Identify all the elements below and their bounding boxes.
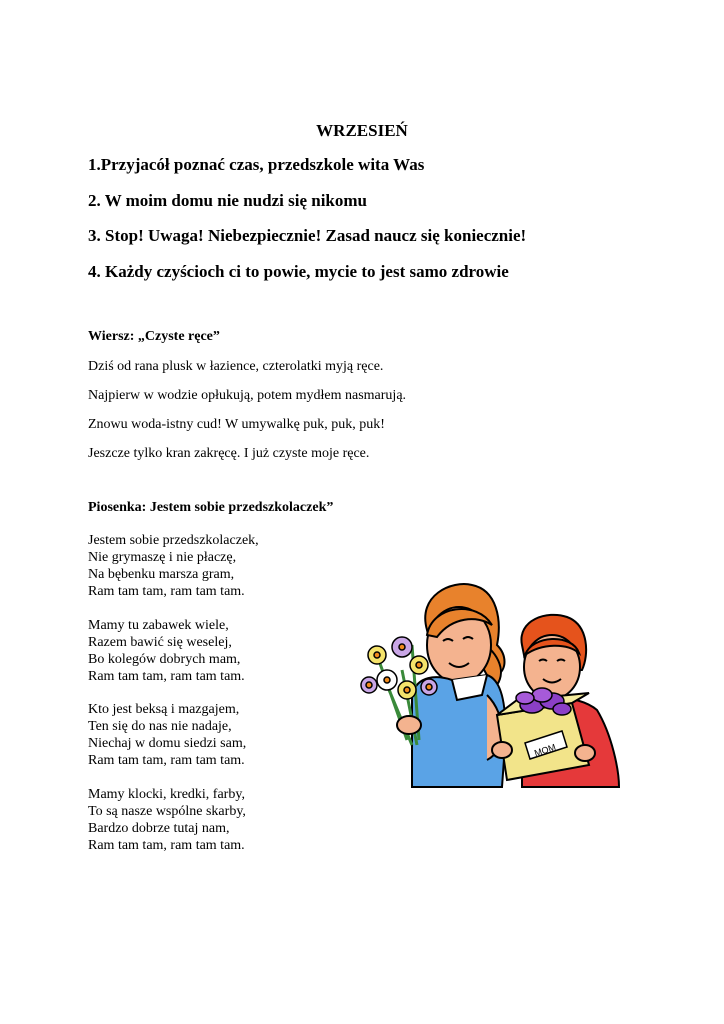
song-line: Razem bawić się weselej, bbox=[88, 634, 232, 650]
song-line: Ram tam tam, ram tam tam. bbox=[88, 753, 245, 768]
song-line: Na bębenku marsza gram, bbox=[88, 567, 235, 582]
song-line: Ram tam tam, ram tam tam. bbox=[88, 668, 245, 684]
song-stanza bbox=[88, 786, 259, 854]
song-line: Ram tam tam, ram tam tam. bbox=[88, 837, 245, 853]
poem-line: Jeszcze tylko kran zakręcę. I już czyste moje ręce. bbox=[88, 446, 370, 461]
song-line: Mamy klocki, kredki, farby, bbox=[88, 786, 245, 802]
song-line: Ten się do nas nie nadaje, bbox=[88, 719, 232, 734]
song-line: To są nasze wspólne skarby, bbox=[88, 803, 246, 819]
song-stanza bbox=[88, 701, 259, 769]
topic-item: 2. W moim domu nie nudzi się nikomu bbox=[88, 190, 367, 210]
song-line: Niechaj w domu siedzi sam, bbox=[88, 736, 247, 751]
page-title: WRZESIEŃ bbox=[316, 121, 408, 140]
poem-line: Najpierw w wodzie opłukują, potem mydłem nasmarują. bbox=[88, 388, 407, 403]
song-stanza bbox=[88, 617, 259, 685]
song-line: Bo kolegów dobrych mam, bbox=[88, 651, 241, 667]
gift-tag-label: MOM bbox=[532, 742, 557, 759]
topic-item: 4. Każdy czyścioch ci to powie, mycie to jest samo zdrowie bbox=[88, 261, 509, 281]
song-line: Kto jest beksą i mazgajem, bbox=[88, 702, 240, 717]
topic-item: 3. Stop! Uwaga! Niebezpiecznie! Zasad naucz się koniecznie! bbox=[88, 226, 527, 245]
song-line: Nie grymaszę i nie płaczę, bbox=[88, 550, 237, 565]
song-heading: Piosenka: Jestem sobie przedszkolaczek” bbox=[88, 500, 334, 515]
poem-line: Dziś od rana plusk w łazience, czterolatki myją ręce. bbox=[88, 359, 384, 374]
song-lyrics bbox=[88, 532, 259, 870]
song-line: Jestem sobie przedszkolaczek, bbox=[88, 533, 259, 548]
poem-lines bbox=[88, 357, 406, 473]
children-with-flowers-and-gift-illustration bbox=[357, 575, 625, 790]
song-line: Bardzo dobrze tutaj nam, bbox=[88, 820, 230, 836]
song-stanza bbox=[88, 532, 259, 600]
poem-heading: Wiersz: „Czyste ręce” bbox=[88, 329, 220, 344]
song-line: Ram tam tam, ram tam tam. bbox=[88, 584, 245, 599]
topics-list bbox=[88, 152, 526, 294]
poem-line: Znowu woda-istny cud! W umywalkę puk, puk, puk! bbox=[88, 417, 385, 432]
song-line: Mamy tu zabawek wiele, bbox=[88, 617, 229, 633]
topic-item: 1.Przyjacół poznać czas, przedszkole wita Was bbox=[88, 155, 425, 174]
